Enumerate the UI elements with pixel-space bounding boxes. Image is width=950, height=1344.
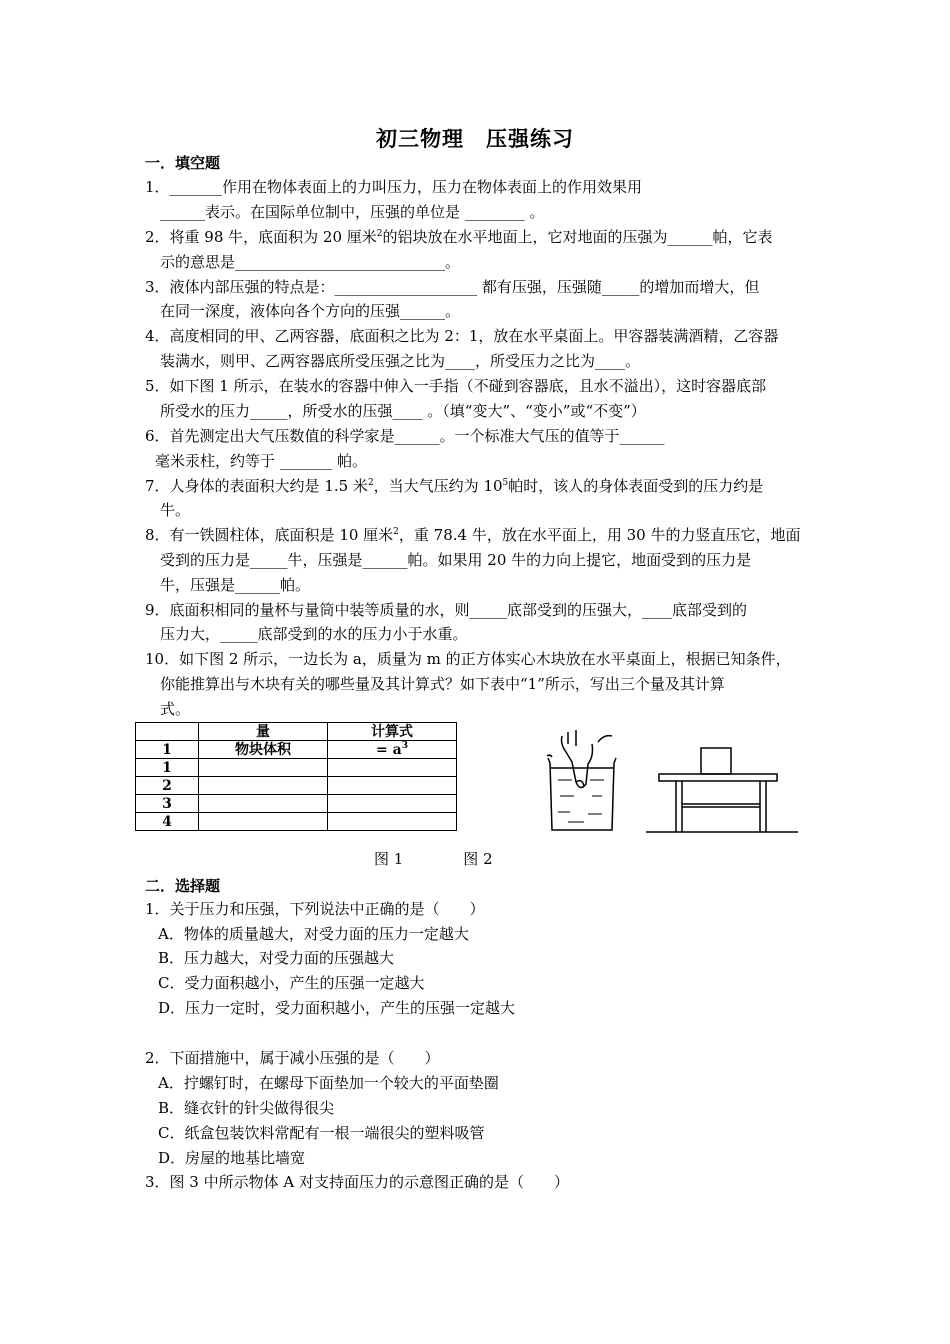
page-title: 初三物理 压强练习 <box>376 126 574 151</box>
question-6-line-1: 6．首先测定出大气压数值的科学家是______。一个标准大气压的值等于______ <box>145 427 665 445</box>
table-row <box>136 777 457 795</box>
table-cell <box>199 813 328 831</box>
table-cell <box>328 795 457 813</box>
question-4-line-1: 4．高度相同的甲、乙两容器，底面积之比为 2：1，放在水平桌面上。甲容器装满酒精，乙容器 <box>145 327 779 345</box>
table-cell <box>328 759 457 777</box>
table-cell <box>199 777 328 795</box>
section-choice-heading: 二．选择题 <box>145 877 221 895</box>
choice-question-3: 3．图 3 中所示物体 A 对支持面压力的示意图正确的是（ ） <box>145 1173 569 1191</box>
choice-2-option-d: D．房屋的地基比墙宽 <box>158 1149 306 1167</box>
table-cell: 2 <box>136 777 199 795</box>
section-fill-blank-heading: 一．填空题 <box>145 154 221 172</box>
question-9-line-1: 9．底面积相同的量杯与量筒中装等质量的水，则_____底部受到的压强大，____底部受到的 <box>145 601 748 619</box>
question-7-line-2: 牛。 <box>160 501 191 519</box>
question-8-line-1: 8．有一铁圆柱体，底面积是 10 厘米$^2$，重 78.4 牛，放在水平面上，用 30 牛的力竖直压它，地面 <box>145 526 801 544</box>
choice-2-option-c: C．纸盒包装饮料常配有一根一端很尖的塑料吸管 <box>158 1124 485 1142</box>
question-2-line-2: 示的意思是____________________________。 <box>160 253 461 271</box>
table-cell: 1 <box>136 759 199 777</box>
question-7-line-1: 7．人身体的表面积大约是 1.5 米$^2$，当大气压约为 $10^5$帕时，该人的身体表面受到的压力约是 <box>145 477 764 495</box>
figures-illustration <box>538 728 808 836</box>
table-row <box>136 795 457 813</box>
question-6-line-2: 毫米汞柱，约等于 _______ 帕。 <box>155 452 368 470</box>
table-row <box>136 741 457 759</box>
table-row <box>136 759 457 777</box>
choice-2-option-b: B．缝衣针的针尖做得很尖 <box>158 1099 335 1117</box>
table-cell <box>199 759 328 777</box>
figure-captions: 图 1 图 2 <box>374 850 493 868</box>
choice-1-option-d: D．压力一定时，受力面积越小，产生的压强一定越大 <box>158 999 516 1017</box>
question-3-line-1: 3．液体内部压强的特点是：___________________ 都有压强，压强随_____的增加而增大，但 <box>145 278 760 296</box>
choice-2-option-a: A．拧螺钉时，在螺母下面垫加一个较大的平面垫圈 <box>158 1074 499 1092</box>
question-2-line-1: 2．将重 98 牛，底面积为 20 厘米$^2$的铝块放在水平地面上，它对地面的压强为______帕，它表 <box>145 228 773 246</box>
table-header-row <box>136 723 457 741</box>
table-row <box>136 813 457 831</box>
choice-question-2: 2．下面措施中，属于减小压强的是（ ） <box>145 1049 440 1067</box>
question-9-line-2: 压力大，_____底部受到的水的压力小于水重。 <box>160 625 468 643</box>
table-header-cell <box>136 723 199 741</box>
block-on-table-figure <box>646 748 798 832</box>
question-4-line-2: 装满水，则甲、乙两容器底所受压强之比为____，所受压力之比为____。 <box>160 352 641 370</box>
question-10-line-3: 式。 <box>160 700 191 718</box>
question-10-line-1: 10．如下图 2 所示，一边长为 a，质量为 m 的正方体实心木块放在水平桌面上，根据已知条件， <box>145 650 791 668</box>
table-cell <box>199 795 328 813</box>
table-header-cell: 计算式 <box>328 723 457 741</box>
table-cell <box>328 777 457 795</box>
question-5-line-1: 5．如下图 1 所示，在装水的容器中伸入一手指（不碰到容器底，且水不溢出），这时容器底部 <box>145 377 767 395</box>
table-cell: 4 <box>136 813 199 831</box>
table-cell <box>328 813 457 831</box>
choice-question-1: 1．关于压力和压强，下列说法中正确的是（ ） <box>145 900 485 918</box>
question-3-line-2: 在同一深度，液体向各个方向的压强______。 <box>160 302 461 320</box>
question-1-line-1: 1．_______作用在物体表面上的力叫压力，压力在物体表面上的作用效果用 <box>145 178 643 196</box>
question-8-line-2: 受到的压力是_____牛，压强是______帕。如果用 20 牛的力向上提它，地面受到的压力是 <box>160 551 752 569</box>
choice-1-option-a: A．物体的质量越大，对受力面的压力一定越大 <box>158 925 469 943</box>
question-8-line-3: 牛，压强是______帕。 <box>160 576 311 594</box>
question-10-line-2: 你能推算出与木块有关的哪些量及其计算式？如下表中“1”所示，写出三个量及其计算 <box>160 675 725 693</box>
table-cell: 1 <box>136 741 199 759</box>
table-header-cell: 量 <box>199 723 328 741</box>
question-1-line-2: ______表示。在国际单位制中，压强的单位是 ________ 。 <box>160 203 545 221</box>
table-cell: = $a^3$ <box>328 741 457 759</box>
choice-1-option-c: C．受力面积越小，产生的压强一定越大 <box>158 974 425 992</box>
question-5-line-2: 所受水的压力_____，所受水的压强____ 。（填“变大”、“变小”或“不变”） <box>160 402 646 420</box>
table-cell: 3 <box>136 795 199 813</box>
table-cell: 物块体积 <box>199 741 328 759</box>
choice-1-option-b: B．压力越大，对受力面的压强越大 <box>158 949 395 967</box>
answer-table <box>135 722 457 831</box>
beaker-with-finger-figure <box>547 730 616 830</box>
